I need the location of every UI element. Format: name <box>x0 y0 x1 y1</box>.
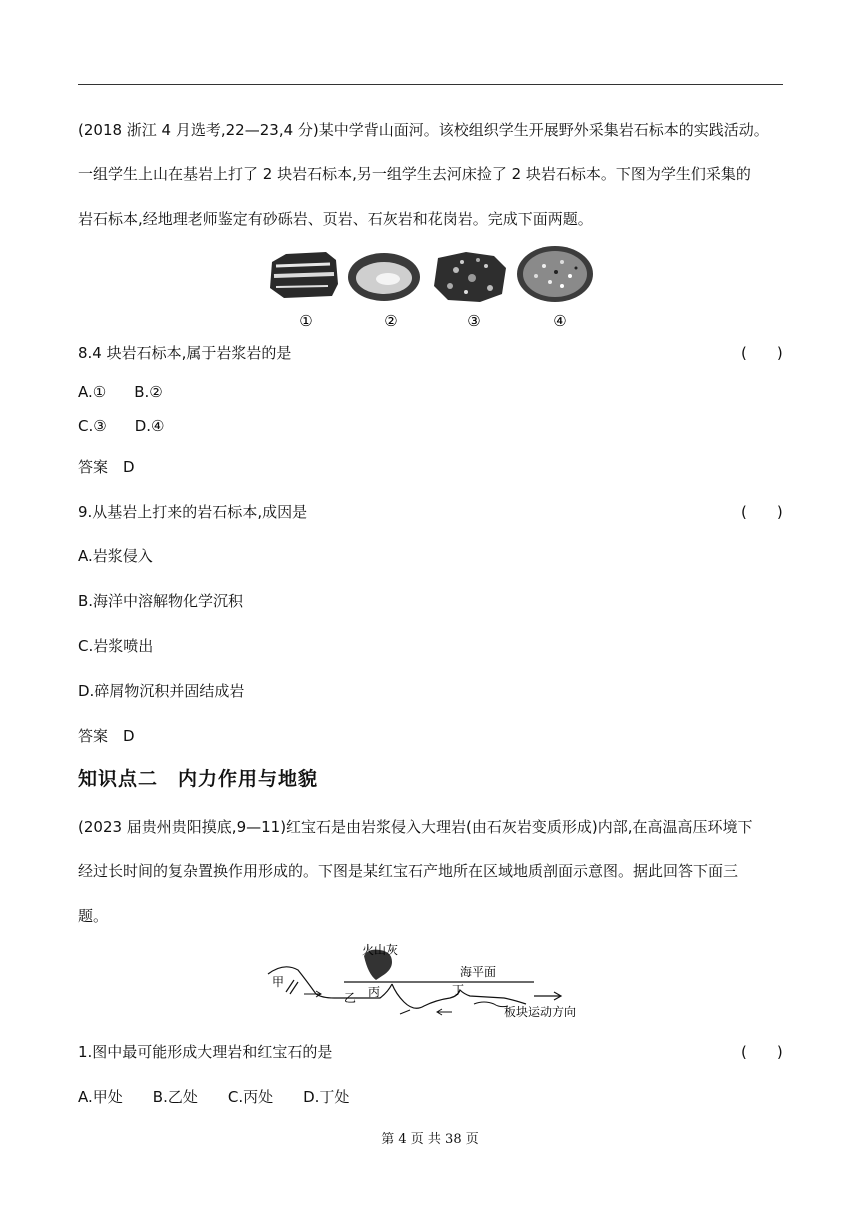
specimen-label: ② <box>384 312 398 330</box>
label-bing: 丙 <box>368 985 381 999</box>
option-b: B.乙处 <box>152 1088 198 1106</box>
section-heading: 知识点二 内力作用与地貌 <box>78 768 319 790</box>
label-plate-direction: 板块运动方向 <box>504 1005 577 1019</box>
intro-paragraph-line: 经过长时间的复杂置换作用形成的。下图是某红宝石产地所在区域地质剖面示意图。据此回答下面三 <box>78 862 739 880</box>
answer-bracket: ( ) <box>741 503 783 521</box>
specimen-label: ③ <box>467 312 481 330</box>
intro-paragraph-line: 一组学生上山在基岩上打了 2 块岩石标本,另一组学生去河床捡了 2 块岩石标本。下图为学生们采集的 <box>78 165 751 183</box>
option-d: D.丁处 <box>303 1088 350 1106</box>
question-8-stem: 8.4 块岩石标本,属于岩浆岩的是 <box>78 344 292 362</box>
label-jia: 甲 <box>272 975 285 989</box>
option-row <box>78 416 164 436</box>
intro-paragraph-line: (2018 浙江 4 月选考,22—23,4 分)某中学背山面河。该校组织学生开展野外采集岩石标本的实践活动。 <box>78 121 769 139</box>
option-a: A.甲处 <box>78 1088 123 1106</box>
intro-paragraph-line: 题。 <box>78 907 109 925</box>
option-b: B.海洋中溶解物化学沉积 <box>78 592 244 610</box>
option-b: B.② <box>134 383 163 401</box>
geologic-section-figure <box>264 940 604 1026</box>
option-d: D.④ <box>134 417 165 435</box>
label-yi: 乙 <box>344 991 357 1005</box>
option-c: C.丙处 <box>227 1088 274 1106</box>
rock-specimen-2 <box>348 253 420 301</box>
option-d: D.碎屑物沉积并固结成岩 <box>78 682 245 700</box>
option-c: C.③ <box>78 417 107 435</box>
rock-specimen-3 <box>434 252 506 302</box>
label-sea-level: 海平面 <box>460 965 497 979</box>
option-a: A.① <box>78 383 107 401</box>
option-row <box>78 1087 349 1107</box>
specimen-label: ④ <box>553 312 567 330</box>
rock-specimens-figure <box>266 244 596 330</box>
answer-text: 答案 D <box>78 458 135 476</box>
intro-paragraph-line: (2023 届贵州贵阳摸底,9—11)红宝石是由岩浆侵入大理岩(由石灰岩变质形成)内部,在高温高压环境下 <box>78 818 753 836</box>
answer-bracket: ( ) <box>741 344 783 362</box>
question-9-stem: 9.从基岩上打来的岩石标本,成因是 <box>78 503 308 521</box>
intro-paragraph-line: 岩石标本,经地理老师鉴定有砂砾岩、页岩、石灰岩和花岗岩。完成下面两题。 <box>78 210 593 228</box>
option-row <box>78 382 163 402</box>
option-c: C.岩浆喷出 <box>78 637 154 655</box>
option-a: A.岩浆侵入 <box>78 547 153 565</box>
label-volcanic-ash: 火山灰 <box>362 943 399 957</box>
label-ding: 丁 <box>452 983 465 997</box>
rock-specimen-4 <box>517 246 593 302</box>
rock-specimen-1 <box>270 252 338 298</box>
answer-bracket: ( ) <box>741 1043 783 1061</box>
answer-text: 答案 D <box>78 727 135 745</box>
question-1-stem: 1.图中最可能形成大理岩和红宝石的是 <box>78 1043 333 1061</box>
specimen-label: ① <box>299 312 313 330</box>
header-rule <box>78 84 783 85</box>
page-footer: 第 4 页 共 38 页 <box>381 1132 479 1147</box>
